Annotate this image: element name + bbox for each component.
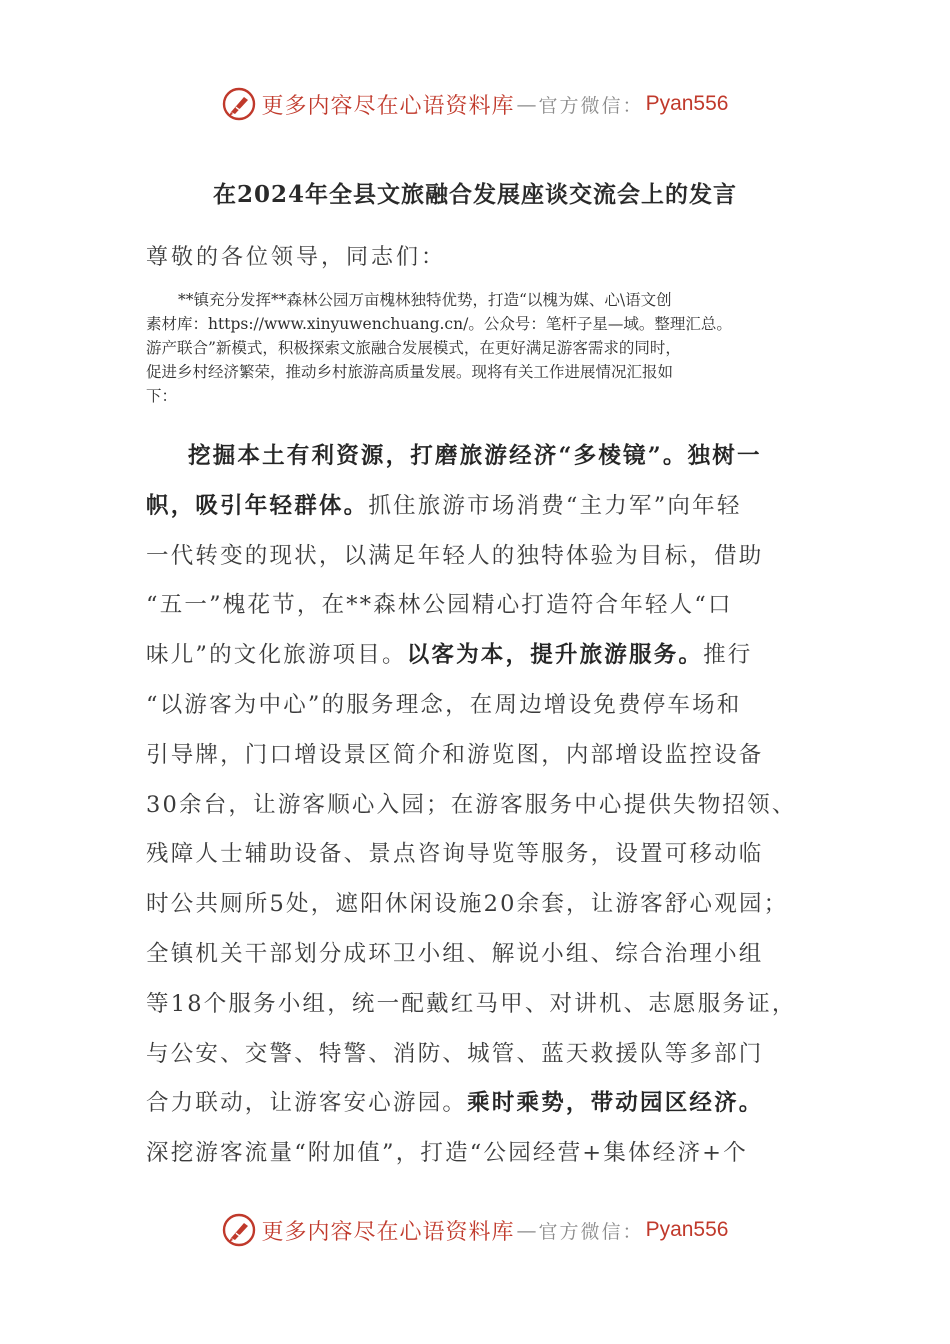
banner-separator: — [516,1218,537,1242]
body-line [146,830,836,880]
body-line [146,980,836,1030]
intro-line: 素材库：https://www.xinyuwenchuang.cn/。公众号：笔杆子星—域。整理汇总。 [146,315,732,333]
bold-heading-text: 以客为本，提升旅游服务。 [406,642,704,669]
body-line [146,681,836,731]
body-line [146,432,836,482]
body-text: 推行 [703,642,753,669]
body-text: 与公安、交警、特警、消防、城管、蓝天救援队等多部门 [146,1040,764,1067]
body-text: 深挖游客流量“附加值”，打造“公园经营+集体经济+个 [146,1140,748,1167]
body-line [146,482,836,532]
body-text: 味儿”的文化旅游项目。 [146,642,407,669]
intro-paragraph [146,288,826,408]
bold-heading-text: 挖掘本土有利资源，打磨旅游经济“多棱镜”。独树一 [188,443,762,469]
body-text: 时公共厕所5处，遮阳休闲设施20余套，让游客舒心观园； [146,891,789,918]
body-text: 全镇机关干部划分成环卫小组、解说小组、综合治理小组 [146,940,764,967]
wechat-label: 官方微信： [538,94,644,117]
body-line [146,1030,836,1080]
intro-line: 促进乡村经济繁荣，推动乡村旅游高质量发展。现将有关工作进展情况汇报如 [146,363,674,381]
body-text: 残障人士辅助设备、景点咨询导览等服务，设置可移动临 [146,841,764,868]
body-line [146,1079,836,1129]
body-text: 等18个服务小组，统一配戴红马甲、对讲机、志愿服务证， [146,990,797,1017]
wechat-label: 官方微信： [538,1220,644,1243]
bold-heading-text: 乘时乘势，带动园区经济。 [467,1090,764,1117]
body-text: 合力联动，让游客安心游园。 [146,1090,468,1117]
body-line [146,631,836,681]
body-line [146,930,836,980]
body-text: “以游客为中心”的服务理念，在周边增设免费停车场和 [146,691,742,718]
body-line [146,731,836,781]
wechat-id: Pyan556 [645,1218,729,1241]
library-name: 更多内容尽在心语资料库 [261,1219,515,1245]
body-line [146,1129,836,1179]
pen-logo-icon [222,87,256,121]
body-text: “五一”槐花节，在**森林公园精心打造符合年轻人“口 [146,592,733,619]
intro-line: **镇充分发挥**森林公园万亩槐林独特优势，打造“以槐为媒、心\语文创 [178,291,672,309]
body-text: 抓住旅游市场消费“主力军”向年轻 [368,492,742,519]
body-text: 30余台，让游客顺心入园；在游客服务中心提供失物招领、 [146,791,797,818]
intro-line: 游产联合”新模式，积极探索文旅融合发展模式，在更好满足游客需求的同时， [146,339,681,357]
body-line [146,781,836,831]
intro-line: 下： [146,387,178,405]
pen-logo-icon [222,1213,256,1247]
body-paragraph [146,432,836,1179]
library-name: 更多内容尽在心语资料库 [261,93,515,119]
header-banner [0,82,950,126]
body-line [146,532,836,582]
footer-banner [0,1208,950,1252]
salutation: 尊敬的各位领导，同志们： [146,245,447,270]
body-line [146,880,836,930]
wechat-id: Pyan556 [645,92,729,115]
document-title: 在2024年全县文旅融合发展座谈交流会上的发言 [212,181,737,208]
banner-separator: — [516,92,537,116]
body-text: 一代转变的现状，以满足年轻人的独特体验为目标，借助 [146,542,764,569]
bold-heading-text: 帜，吸引年轻群体。 [146,492,369,519]
body-text: 引导牌，门口增设景区简介和游览图，内部增设监控设备 [146,741,764,768]
body-line [146,581,836,631]
